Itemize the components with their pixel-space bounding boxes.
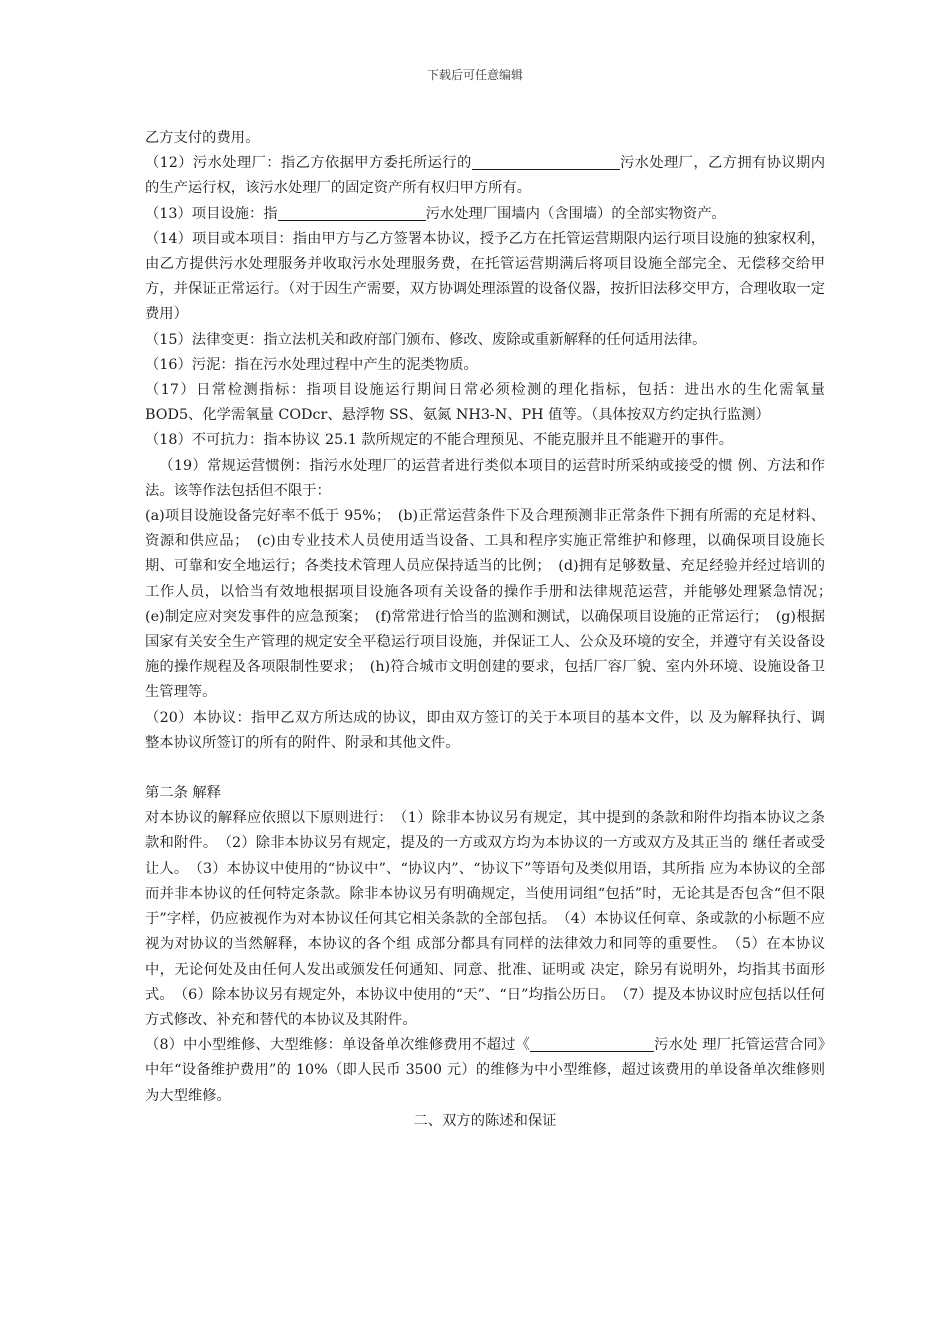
paragraph-14: （14）项目或本项目：指由甲方与乙方签署本协议，授予乙方在托管运营期限内运行项目设施的独家权利，由乙方提供污水处理服务并收取污水处理服务费，在托管运营期满后将项目设施全部完全、无偿移交给甲方，并保证正常运行。（对于因生产需要，双方协调处理添置的设备仪器，按折旧法移交甲方，合理收取一定费用） <box>145 230 825 323</box>
section-2-title: 二、双方的陈述和保证 <box>413 1112 557 1129</box>
paragraph-fee: 乙方支付的费用。 <box>145 130 260 146</box>
paragraph-13 <box>145 202 825 227</box>
article-2-title: 第二条 解释 <box>145 785 222 802</box>
blank-underline <box>530 1034 654 1052</box>
paragraph-16: （16）污泥：指在污水处理过程中产生的泥类物质。 <box>145 356 478 373</box>
paragraph-13-part-a: （13）项目设施：指 <box>145 205 278 222</box>
blank-underline <box>472 152 620 170</box>
article-2-body: 对本协议的解释应依照以下原则进行： （1）除非本协议另有规定，其中提到的条款和附件均指本协议之条款和附件。 （2）除非本协议另有规定，提及的一方或双方均为本协议的一方或双方及其正当的 继任者或受让人。 （3）本协议中使用的“协议中”、“协议内”、“协议下”等语句及类似用语，其所指 应为本协议的全部而并非本协议的任何特定条款。除非本协议另有明确规定，当使用词组“包括”时，无论其是否包含“但不限于”字样，仍应被视作为对本协议任何其它相关条款的全部包括。 （4）本协议任何章、条或款的小标题不应视为对协议的当然解释，本协议的各个组 成部分都具有同样的法律效力和同等的重要性。 （5）在本协议中，无论何处及由任何人发出或颁发任何通知、同意、批准、证明或 决定，除另有说明外，均指其书面形式。 （6）除本协议另有规定外，本协议中使用的“天”、“日”均指公历日。 （7）提及本协议时应包括以任何方式修改、补充和替代的本协议及其附件。 <box>145 810 825 1028</box>
paragraph-8 <box>145 1033 825 1109</box>
paragraph-17: （17）日常检测指标：指项目设施运行期间日常必须检测的理化指标，包括：进出水的生化需氧量 BOD5、化学需氧量 CODcr、悬浮物 SS、氨氮 NH3-N、PH 值等。（具体按双方约定执行监测） <box>145 382 825 424</box>
paragraph-12-part-b: 污水处理厂，乙方拥有协议期内的生产运行权，该污水处理厂的固定资产所有权归甲方所有。 <box>145 155 825 197</box>
paragraph-18: （18）不可抗力：指本协议 25.1 款所规定的不能合理预见、不能克服并且不能避开的事件。 <box>145 432 734 449</box>
blank-underline <box>278 203 426 221</box>
spacer <box>145 756 825 781</box>
paragraph-8-part-a: （8）中小型维修、大型维修：单设备单次维修费用不超过《 <box>145 1037 531 1054</box>
paragraph-19: （19）常规运营惯例：指污水处理厂的运营者进行类似本项目的运营时所采纳或接受的惯 例、方法和作法。该等作法包括但不限于： <box>145 457 825 499</box>
page-header: 下载后可任意编辑 <box>426 68 523 82</box>
paragraph-19-list: (a)项目设施设备完好率不低于 95%； (b)正常运营条件下及合理预测非正常条件下拥有所需的充足材料、资源和供应品； (c)由专业技术人员使用适当设备、工具和程序实施正常维护和修理，以确保项目设施长期、可靠和安全地运行；各类技术管理人员应保持适当的比例； (d)拥有足够数量、充足经验并经过培训的工作人员，以恰当有效地根据项目设施各项有关设备的操作手册和法律规范运营，并能够处理紧急情况； (e)制定应对突发事件的应急预案； (f)常常进行恰当的监测和测试，以确保项目设施的正常运行； (g)根据国家有关安全生产管理的规定安全平稳运行项目设施，并保证工人、公众及环境的安全，并遵守有关设备设施的操作规程及各项限制性要求； (h)符合城市文明创建的要求，包括厂容厂貌、室内外环境、设施设备卫生管理等。 <box>145 508 840 701</box>
document-body <box>145 126 840 1134</box>
paragraph-12 <box>145 151 825 201</box>
paragraph-15: （15）法律变更：指立法机关和政府部门颁布、修改、废除或重新解释的任何适用法律。 <box>145 331 707 348</box>
paragraph-13-part-b: 污水处理厂围墙内（含围墙）的全部实物资产。 <box>425 205 726 222</box>
paragraph-8-part-b: 污水处 理厂托管运营合同》中年“设备维护费用”的 10%（即人民币 3500 元）的维修为中小型维修，超过该费用的单设备单次维修则为大型维修。 <box>145 1037 825 1104</box>
paragraph-12-part-a: （12）污水处理厂：指乙方依据甲方委托所运行的 <box>145 155 472 172</box>
paragraph-20: （20）本协议：指甲乙双方所达成的协议，即由双方签订的关于本项目的基本文件，以 及为解释执行、调整本协议所签订的所有的附件、附录和其他文件。 <box>145 709 825 751</box>
